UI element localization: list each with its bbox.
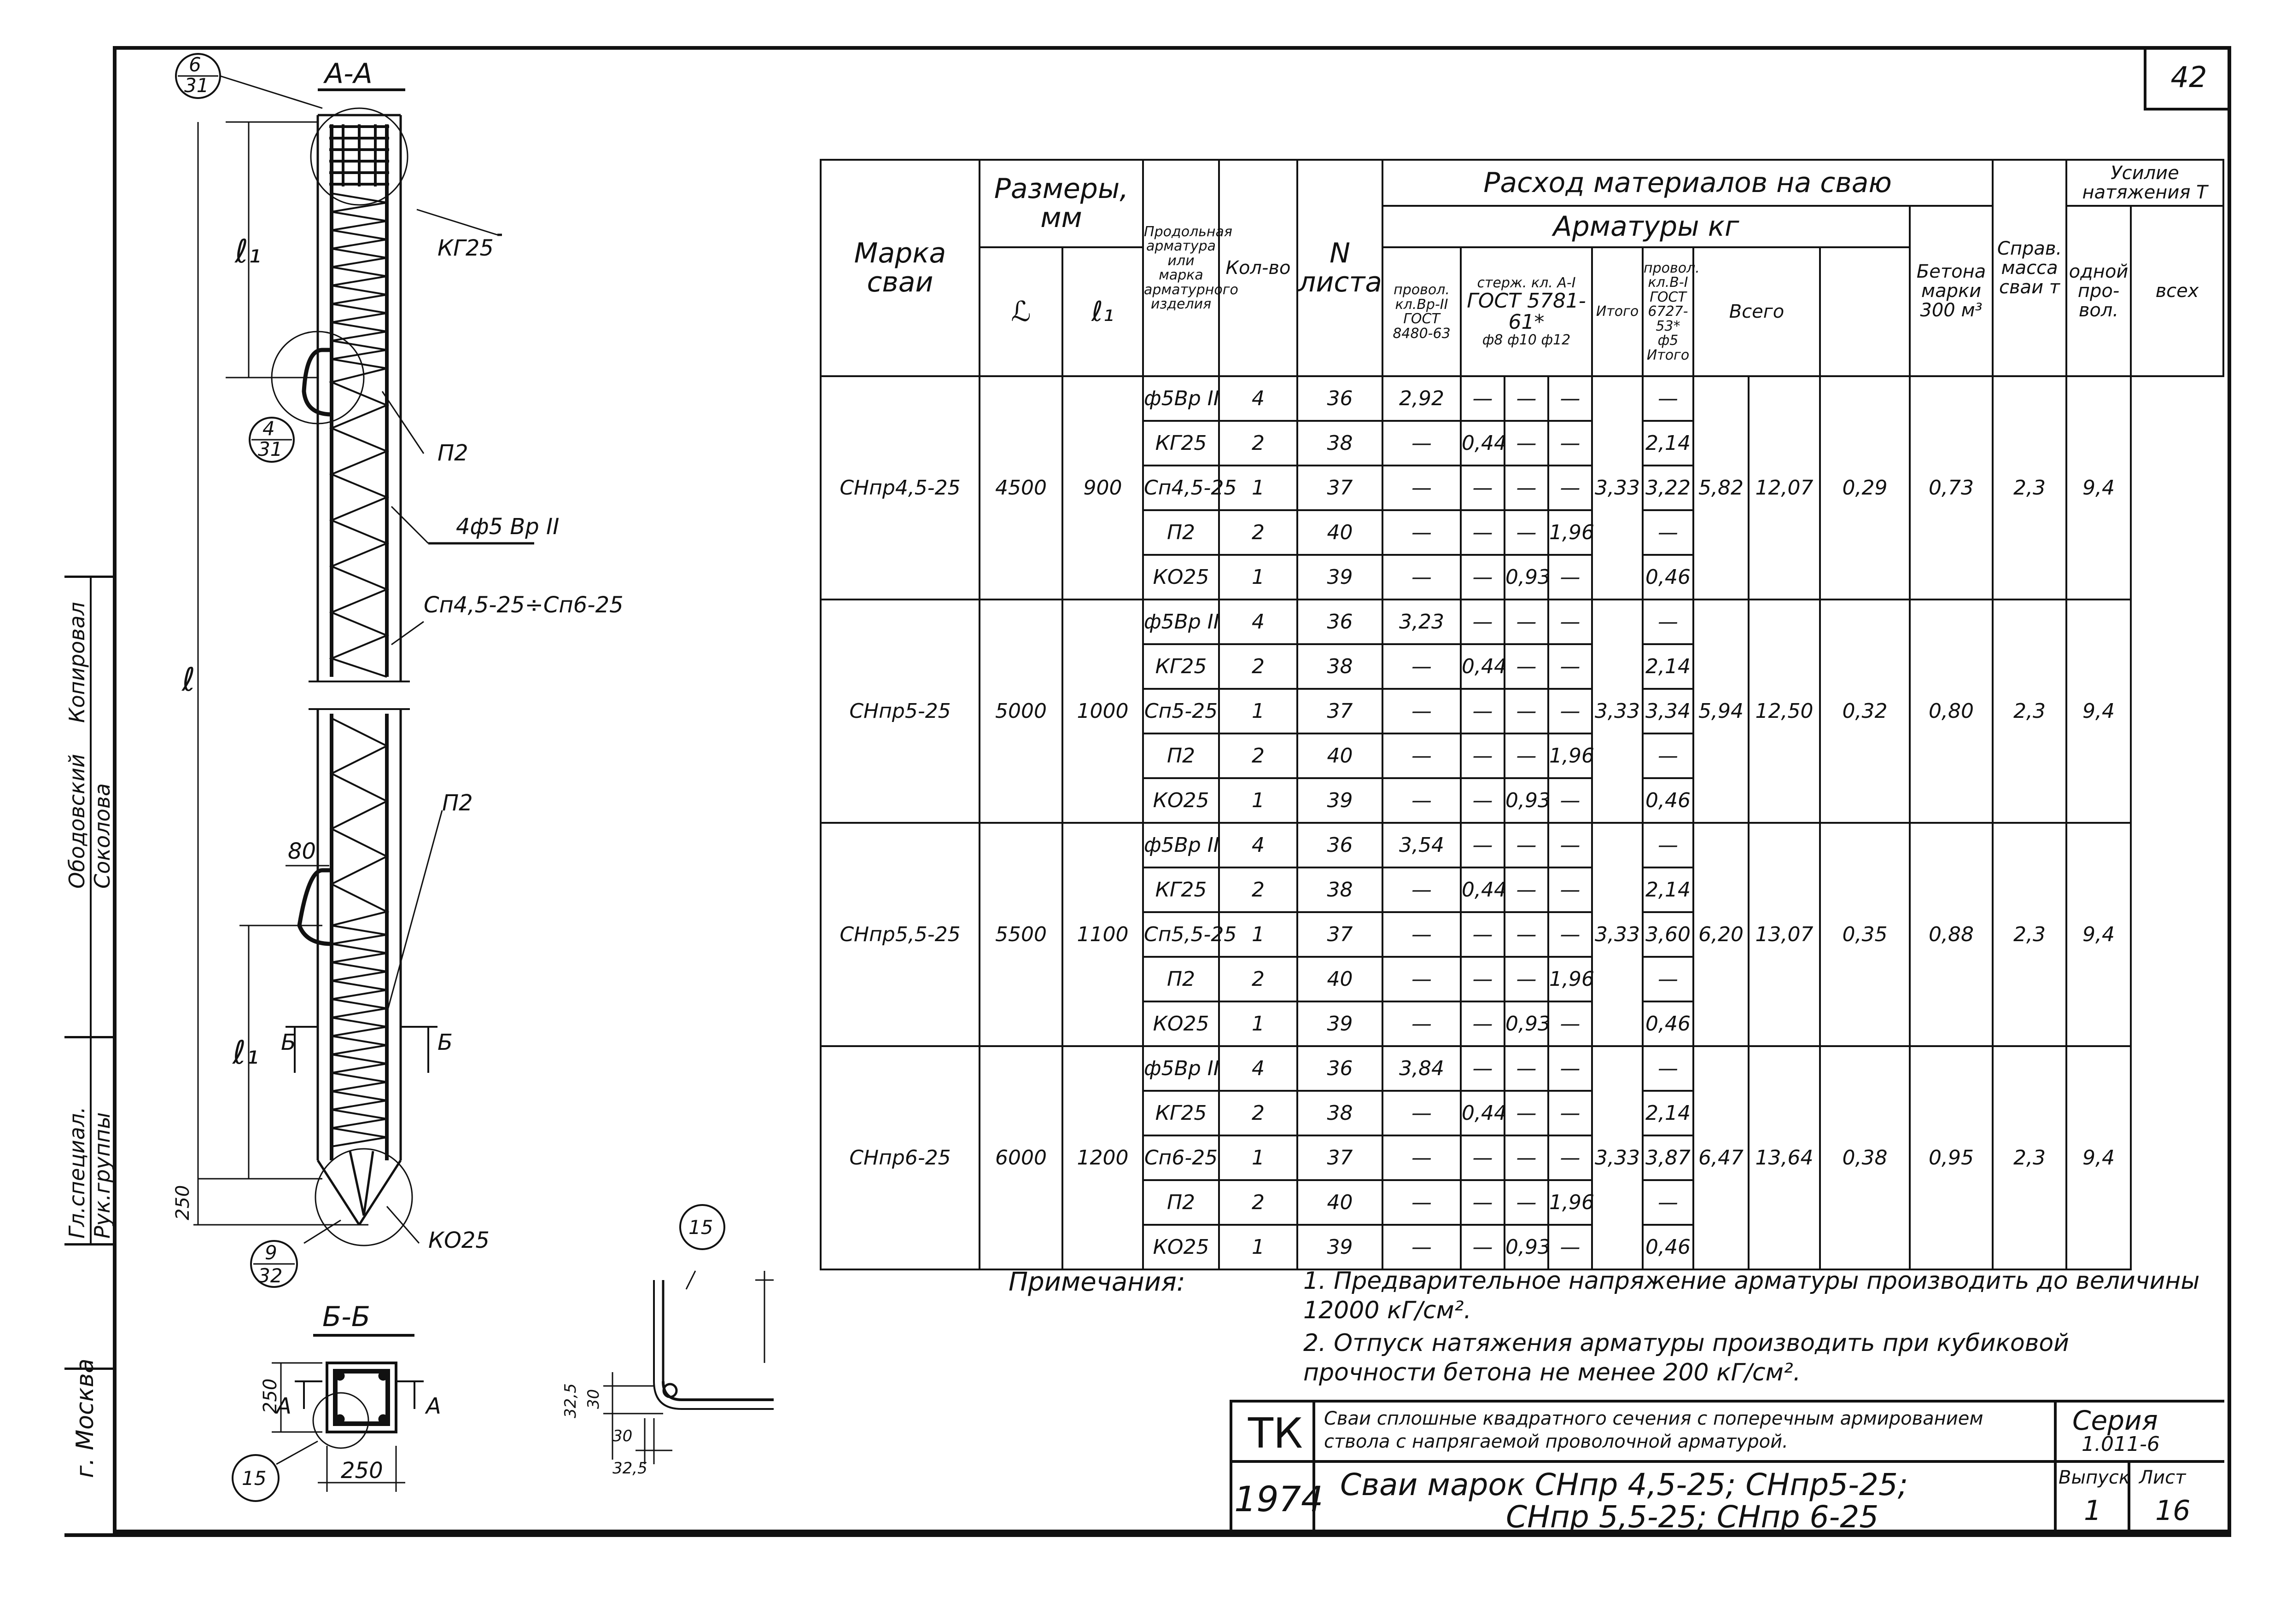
cell-mass: 0,80 [1910,600,1993,823]
cell-f5: — [1643,957,1693,1001]
side-name-2: Соколова [90,783,115,889]
cell-f8: — [1461,1001,1505,1046]
th-consumption: Расход материалов на сваю [1382,160,1993,206]
cell-list: 37 [1297,466,1382,510]
cell-l1: 1100 [1062,823,1143,1046]
cell-item: П2 [1143,957,1219,1001]
cell-f12: — [1548,1091,1592,1135]
cell-list: 40 [1297,733,1382,778]
cell-force-one: 2,3 [1993,600,2066,823]
cell-qty: 2 [1219,510,1297,555]
cell-itogo1: 3,33 [1592,600,1643,823]
cell-item: Сп4,5-25 [1143,466,1219,510]
cell-list: 39 [1297,778,1382,823]
cell-bp: — [1382,867,1461,912]
cell-list: 38 [1297,1091,1382,1135]
cell-f8: 0,44 [1461,644,1505,689]
tb-series-label: Серия [2072,1405,2158,1436]
th-vsego: Всего [1693,247,1820,376]
cell-f10: 0,93 [1505,778,1548,823]
cell-bp: — [1382,466,1461,510]
cell-f5: 2,14 [1643,421,1693,466]
cell-list: 37 [1297,689,1382,733]
cell-qty: 2 [1219,644,1297,689]
cell-qty: 4 [1219,600,1297,644]
side-city: г. Москва [71,1358,99,1478]
th-wire-bp: провол. кл.Вр-II ГОСТ 8480-63 [1382,247,1461,376]
cell-f10: — [1505,421,1548,466]
label-det-30b: 30 [612,1427,633,1445]
th-mark: Марка сваи [821,160,980,376]
cell-f8: — [1461,466,1505,510]
callout-4-31-bottom: 31 [258,438,283,460]
cell-item: Сп5-25 [1143,689,1219,733]
cell-bp: 2,92 [1382,376,1461,421]
cell-f12: — [1548,912,1592,957]
cell-item: П2 [1143,733,1219,778]
th-force-one: одной про-вол. [2066,206,2131,376]
pile-drawing [0,0,811,1533]
cell-list: 39 [1297,1001,1382,1046]
label-l1-upper: ℓ₁ [235,233,261,270]
cell-f10: — [1505,376,1548,421]
cell-f10: — [1505,1046,1548,1091]
cell-item: П2 [1143,510,1219,555]
label-det-325b: 32,5 [612,1459,647,1478]
label-reinf: 4ф5 Вр II [456,514,560,540]
cell-item: ф5Вр II [1143,823,1219,867]
cell-f10: — [1505,1135,1548,1180]
cell-bp: — [1382,510,1461,555]
label-cut-b-left: Б [281,1030,296,1055]
callout-6-31-top: 6 [189,53,201,76]
th-wire-b1: провол. кл.В-I ГОСТ 6727-53* ф5 Итого [1643,247,1693,376]
cell-force-one: 2,3 [1993,1046,2066,1269]
label-dim-80: 80 [288,838,316,864]
cell-itogo2: 6,20 [1693,823,1749,1046]
cell-L: 5000 [980,600,1062,823]
cell-vsego: 12,50 [1749,600,1820,823]
cell-f12: — [1548,1001,1592,1046]
cell-f12: 1,96 [1548,1180,1592,1225]
tb-series-value: 1.011-6 [2082,1432,2160,1456]
cell-qty: 2 [1219,867,1297,912]
cell-bp: — [1382,1180,1461,1225]
label-p2-lower: П2 [442,790,473,816]
cell-list: 38 [1297,421,1382,466]
callout-4-31-top: 4 [262,417,275,440]
cell-concrete: 0,35 [1820,823,1910,1046]
cell-force-one: 2,3 [1993,376,2066,600]
table-row [821,1046,2223,1091]
cell-vsego: 13,64 [1749,1046,1820,1269]
cell-f8: — [1461,912,1505,957]
cell-qty: 2 [1219,1180,1297,1225]
cell-bp: — [1382,957,1461,1001]
cell-mark: СНпр5,5-25 [821,823,980,1046]
cell-f12: 1,96 [1548,957,1592,1001]
cell-vsego: 13,07 [1749,823,1820,1046]
tb-sheet-label: Лист [2139,1467,2186,1488]
cell-list: 37 [1297,912,1382,957]
cell-mass: 0,95 [1910,1046,1993,1269]
cell-f12: — [1548,689,1592,733]
cell-f8: 0,44 [1461,867,1505,912]
cell-item: КГ25 [1143,644,1219,689]
cell-f5: — [1643,1046,1693,1091]
label-ko25: КО25 [428,1228,490,1253]
cell-f8: 0,44 [1461,421,1505,466]
cell-item: КО25 [1143,555,1219,600]
cell-bp: — [1382,644,1461,689]
table-row [821,600,2223,644]
cell-f12: — [1548,376,1592,421]
cell-f10: — [1505,957,1548,1001]
cell-f10: — [1505,600,1548,644]
callout-9-32-top: 9 [265,1241,277,1264]
cell-f12: 1,96 [1548,733,1592,778]
cell-f8: 0,44 [1461,1091,1505,1135]
cell-qty: 1 [1219,466,1297,510]
cell-mark: СНпр4,5-25 [821,376,980,600]
cell-f8: — [1461,733,1505,778]
cell-qty: 1 [1219,1001,1297,1046]
cell-f5: 3,87 [1643,1135,1693,1180]
cell-f8: — [1461,510,1505,555]
cell-f5: 0,46 [1643,778,1693,823]
cell-f12: — [1548,1225,1592,1269]
cell-qty: 4 [1219,1046,1297,1091]
cell-item: Сп6-25 [1143,1135,1219,1180]
cell-bp: — [1382,689,1461,733]
cell-f10: — [1505,912,1548,957]
cell-f12: — [1548,1135,1592,1180]
cell-bp: 3,84 [1382,1046,1461,1091]
cell-qty: 2 [1219,421,1297,466]
cell-L: 5500 [980,823,1062,1046]
tb-year: 1974 [1234,1478,1324,1519]
cell-item: КГ25 [1143,421,1219,466]
cell-itogo2: 5,94 [1693,600,1749,823]
cell-f5: — [1643,733,1693,778]
label-det-30a: 30 [584,1389,603,1409]
cell-f8: — [1461,957,1505,1001]
cell-f12: — [1548,823,1592,867]
cell-f12: — [1548,600,1592,644]
tb-title-line2: СНпр 5,5-25; СНпр 6-25 [1506,1499,1879,1535]
cell-list: 38 [1297,644,1382,689]
cell-l1: 1200 [1062,1046,1143,1269]
title-block [1230,1400,2224,1536]
label-det-325a: 32,5 [561,1383,580,1418]
cell-list: 36 [1297,823,1382,867]
cell-l1: 1000 [1062,600,1143,823]
cell-f5: 2,14 [1643,1091,1693,1135]
cell-f10: 0,93 [1505,1001,1548,1046]
cell-item: ф5Вр II [1143,376,1219,421]
cell-qty: 1 [1219,1135,1297,1180]
cell-f12: — [1548,867,1592,912]
label-cut-a-right: А [426,1393,441,1419]
cell-itogo2: 5,82 [1693,376,1749,600]
cell-force-one: 2,3 [1993,823,2066,1046]
cell-f5: 2,14 [1643,644,1693,689]
cell-mark: СНпр5-25 [821,600,980,823]
note-1: 1. Предварительное напряжение арматуры производить до величины 12000 кГ/см². [1303,1267,2200,1324]
th-n-list: N листа [1297,160,1382,376]
cell-f5: 2,14 [1643,867,1693,912]
cell-f8: — [1461,823,1505,867]
cell-force-all: 9,4 [2066,823,2131,1046]
cell-concrete: 0,32 [1820,600,1910,823]
label-p2-upper: П2 [437,440,468,466]
cell-itogo1: 3,33 [1592,823,1643,1046]
cell-f12: — [1548,778,1592,823]
th-armature: Арматуры кг [1382,206,1910,247]
cell-item: КО25 [1143,1225,1219,1269]
side-name-1: Ободовский [64,754,89,889]
notes-heading: Примечания: [1009,1267,1185,1297]
cell-qty: 2 [1219,1091,1297,1135]
cell-qty: 1 [1219,1225,1297,1269]
cell-list: 36 [1297,600,1382,644]
cell-item: ф5Вр II [1143,600,1219,644]
cell-f5: — [1643,510,1693,555]
cell-mark: СНпр6-25 [821,1046,980,1269]
th-itogo1: Итого [1592,247,1643,376]
cell-f10: — [1505,510,1548,555]
section-aa-title: А-А [325,58,373,90]
side-role-1: Гл.специал. [64,1106,89,1239]
cell-item: КГ25 [1143,867,1219,912]
cell-list: 40 [1297,510,1382,555]
cell-itogo2: 6,47 [1693,1046,1749,1269]
cell-list: 38 [1297,867,1382,912]
cell-bp: — [1382,1225,1461,1269]
cell-f8: — [1461,1135,1505,1180]
tb-description: Сваи сплошные квадратного сечения с поперечным армированием ствола с напрягаемой проволочной арматурой. [1324,1408,1983,1452]
cell-concrete: 0,38 [1820,1046,1910,1269]
callout-6-31-bottom: 31 [184,74,209,97]
side-copied: Копировал [64,602,89,723]
label-cut-a-left: А [276,1393,292,1419]
cell-item: Сп5,5-25 [1143,912,1219,957]
callout-9-32-bottom: 32 [258,1264,283,1287]
callout-15-detail: 15 [688,1216,713,1239]
material-spec-table [820,159,2224,1270]
cell-f12: — [1548,466,1592,510]
cell-qty: 2 [1219,957,1297,1001]
cell-list: 39 [1297,1225,1382,1269]
cell-itogo1: 3,33 [1592,1046,1643,1269]
cell-f12: 1,96 [1548,510,1592,555]
cell-bp: — [1382,555,1461,600]
page-number: 42 [2144,46,2231,111]
cell-force-all: 9,4 [2066,600,2131,823]
cell-f10: 0,93 [1505,555,1548,600]
cell-qty: 1 [1219,555,1297,600]
cell-f10: — [1505,823,1548,867]
note-2: 2. Отпуск натяжения арматуры производить при кубиковой прочности бетона не менее 200 кГ/см². [1303,1329,2069,1386]
label-spiral: Сп4,5-25÷Сп6-25 [424,592,624,618]
cell-bp: — [1382,1091,1461,1135]
cell-bp: — [1382,1135,1461,1180]
th-force: Усилие натяжения Т [2066,160,2223,206]
label-dim-250-side: 250 [172,1185,193,1220]
cell-f5: 3,22 [1643,466,1693,510]
cell-qty: 1 [1219,912,1297,957]
th-L: ℒ [980,247,1062,376]
tb-org: ТК [1248,1409,1303,1458]
cell-f10: — [1505,466,1548,510]
cell-L: 4500 [980,376,1062,600]
cell-qty: 4 [1219,376,1297,421]
cell-f5: — [1643,823,1693,867]
cell-list: 36 [1297,376,1382,421]
cell-f5: 0,46 [1643,555,1693,600]
cell-qty: 1 [1219,689,1297,733]
th-qty: Кол-во [1219,160,1297,376]
cell-f10: — [1505,867,1548,912]
cell-bp: — [1382,778,1461,823]
cell-f8: — [1461,555,1505,600]
cell-f8: — [1461,1046,1505,1091]
label-l1-lower: ℓ₁ [233,1034,259,1071]
cell-f5: 0,46 [1643,1001,1693,1046]
cell-mass: 0,88 [1910,823,1993,1046]
section-bb-title: Б-Б [322,1301,370,1333]
cell-force-all: 9,4 [2066,1046,2131,1269]
cell-item: КО25 [1143,778,1219,823]
cell-concrete: 0,29 [1820,376,1910,600]
cell-f8: — [1461,376,1505,421]
label-cut-b-right: Б [437,1030,453,1055]
tb-issue-value: 1 [2084,1495,2102,1527]
cell-f5: — [1643,376,1693,421]
cell-item: ф5Вр II [1143,1046,1219,1091]
cell-f10: 0,93 [1505,1225,1548,1269]
cell-item: П2 [1143,1180,1219,1225]
th-concrete: Бетона марки 300 м³ [1910,206,1993,376]
cell-list: 40 [1297,1180,1382,1225]
cell-f5: — [1643,1180,1693,1225]
cell-list: 39 [1297,555,1382,600]
th-ref-mass: Справ. масса сваи т [1993,160,2066,376]
th-l1: ℓ₁ [1062,247,1143,376]
cell-bp: — [1382,421,1461,466]
cell-bp: — [1382,1001,1461,1046]
cell-qty: 2 [1219,733,1297,778]
side-role-2: Рук.группы [90,1112,115,1239]
cell-mass: 0,73 [1910,376,1993,600]
cell-qty: 4 [1219,823,1297,867]
cell-itogo1: 3,33 [1592,376,1643,600]
cell-f12: — [1548,1046,1592,1091]
cell-item: КГ25 [1143,1091,1219,1135]
cell-item: КО25 [1143,1001,1219,1046]
tb-sheet-value: 16 [2155,1495,2191,1527]
cell-bp: — [1382,733,1461,778]
label-dim-250-bb-v: 250 [260,1378,281,1414]
cell-f12: — [1548,644,1592,689]
cell-f8: — [1461,1180,1505,1225]
cell-f10: — [1505,644,1548,689]
cell-f8: — [1461,689,1505,733]
label-kg25: КГ25 [437,235,494,261]
cell-f12: — [1548,421,1592,466]
cell-f8: — [1461,600,1505,644]
cell-l1: 900 [1062,376,1143,600]
th-sizes: Размеры, мм [980,160,1143,247]
cell-f10: — [1505,1091,1548,1135]
cell-qty: 1 [1219,778,1297,823]
cell-L: 6000 [980,1046,1062,1269]
tb-title-line1: Сваи марок СНпр 4,5-25; СНпр5-25; [1340,1467,1908,1502]
cell-f5: 3,34 [1643,689,1693,733]
label-dim-250-bb-h: 250 [341,1458,383,1484]
label-l-total: ℓ [182,661,195,698]
cell-list: 37 [1297,1135,1382,1180]
cell-f10: — [1505,1180,1548,1225]
cell-f8: — [1461,778,1505,823]
cell-bp: 3,54 [1382,823,1461,867]
th-rod: стерж. кл. А-I ГОСТ 5781-61* ф8 ф10 ф12 [1461,247,1592,376]
cell-f8: — [1461,1225,1505,1269]
cell-list: 36 [1297,1046,1382,1091]
cell-list: 40 [1297,957,1382,1001]
cell-f12: — [1548,555,1592,600]
cell-f5: 3,60 [1643,912,1693,957]
table-row [821,823,2223,867]
cell-f5: 0,46 [1643,1225,1693,1269]
tb-issue-label: Выпуск [2059,1467,2130,1488]
cell-bp: 3,23 [1382,600,1461,644]
cell-f5: — [1643,600,1693,644]
cell-bp: — [1382,912,1461,957]
cell-force-all: 9,4 [2066,376,2131,600]
th-force-all: всех [2131,206,2223,376]
cell-f10: — [1505,689,1548,733]
callout-15: 15 [242,1467,267,1490]
table-row [821,376,2223,421]
cell-f10: — [1505,733,1548,778]
cell-vsego: 12,07 [1749,376,1820,600]
th-prod: Продольная арматура или марка арматурного изделия [1143,160,1219,376]
